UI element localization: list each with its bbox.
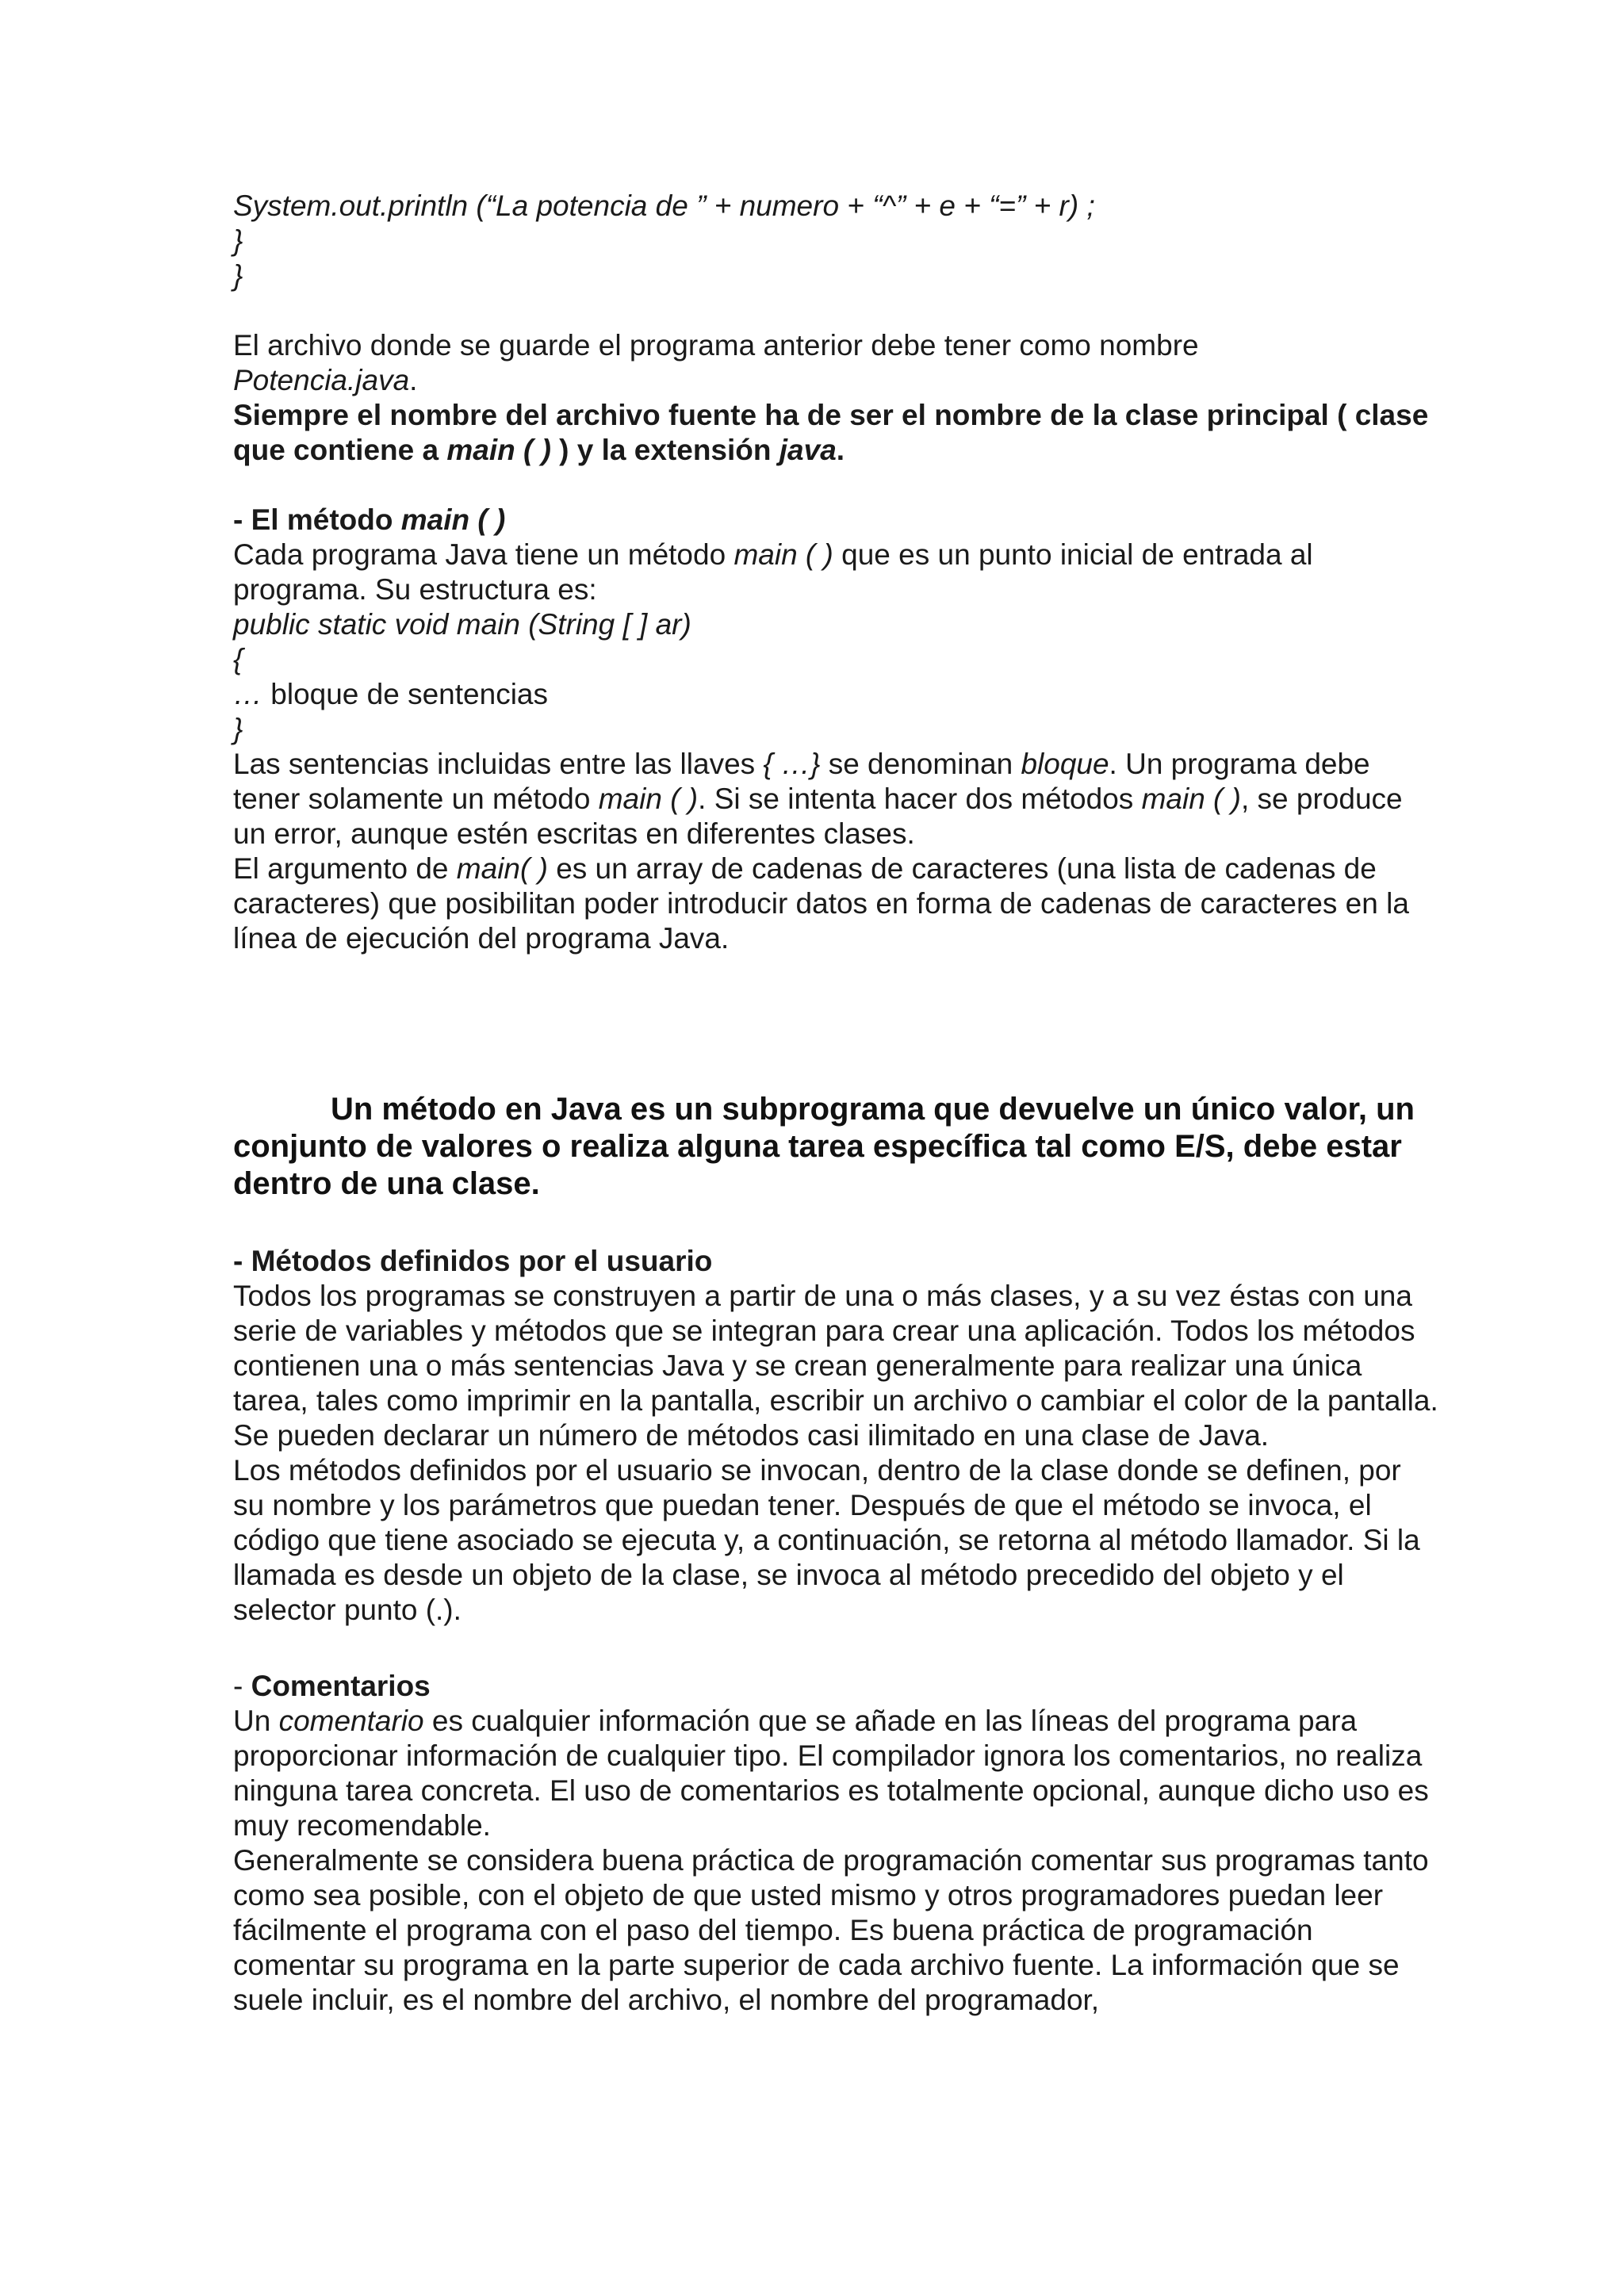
- section-heading-comments: [233, 1669, 1438, 1704]
- code-closing-brace: }: [233, 224, 243, 257]
- heading-comments: Comentarios: [251, 1670, 431, 1702]
- paragraph-main: main( ): [456, 852, 548, 885]
- filename-rule-text: Siempre el nombre del archivo fuente ha de ser el nombre de la clase principal ( clase que contiene a: [233, 399, 1429, 466]
- filename-note: [233, 328, 1438, 398]
- comments-paragraph: Generalmente se considera buena práctica de programación comentar sus programas tanto como sea posible, con el objeto de que usted mismo y otros programadores puedan leer fácilmente el programa con el paso del tiempo. Es buena práctica de programación comentar su programa en la parte superior de cada archivo fuente. La información que se suele incluir, es el nombre del archivo, el nombre del programador,: [233, 1844, 1429, 2016]
- block-ellipsis: …: [233, 678, 262, 710]
- page-content: [233, 189, 1438, 2018]
- paragraph-braces: { …}: [763, 748, 821, 780]
- main-block-line: [233, 677, 1438, 712]
- paragraph-text: . Si se intenta hacer dos métodos: [698, 783, 1142, 815]
- heading-dash: -: [233, 1670, 251, 1702]
- method-definition-callout: Un método en Java es un subprograma que devuelve un único valor, un conjunto de valores o realiza alguna tarea específica tal como E/S, debe estar dentro de una clase.: [233, 1092, 1415, 1201]
- main-close-brace: }: [233, 713, 243, 745]
- paragraph-text: es un array de cadenas de caracteres (una lista de cadenas de caracteres) que posibilitan poder introducir datos en forma de cadenas de caracteres en la línea de ejecución del programa Java.: [233, 852, 1409, 955]
- paragraph-text: es cualquier información que se añade en las líneas del programa para proporcionar información de cualquier tipo. El compilador ignora los comentarios, no realiza ninguna tarea concreta. El uso de comentarios es totalmente opcional, aunque dicho uso es muy recomendable.: [233, 1705, 1429, 1842]
- section-heading-user-methods: - Métodos definidos por el usuario: [233, 1245, 713, 1277]
- comments-paragraph: [233, 1704, 1438, 1843]
- filename-example: Potencia.java: [233, 364, 410, 396]
- main-open-brace: {: [233, 643, 243, 675]
- filename-rule-main: main ( ): [446, 434, 551, 466]
- filename-rule-text: ) y la extensión: [550, 434, 779, 466]
- paragraph-main: main ( ): [1141, 783, 1241, 815]
- user-methods-paragraph: Los métodos definidos por el usuario se invocan, dentro de la clase donde se definen, por su nombre y los parámetros que puedan tener. Después de que el método se invoca, el código que tiene asociado se ejecuta y, a continuación, se retorna al método llamador. Si la llamada es desde un objeto de la clase, se invoca al método precedido del objeto y el selector punto (.).: [233, 1454, 1420, 1626]
- filename-rule-end: .: [836, 434, 845, 466]
- paragraph-text: , se produce un error, aunque estén escritas en diferentes clases.: [233, 783, 1403, 850]
- main-intro-text: que es un punto inicial de entrada al programa. Su estructura es:: [233, 538, 1313, 606]
- paragraph-text: Un: [233, 1705, 279, 1737]
- filename-rule-ext: java: [779, 434, 837, 466]
- main-paragraph-argument: [233, 851, 1438, 956]
- filename-period: .: [409, 364, 418, 396]
- paragraph-term: comentario: [278, 1705, 424, 1737]
- code-closing-brace: }: [233, 259, 243, 292]
- main-paragraph-block: [233, 747, 1438, 851]
- user-methods-paragraph: Todos los programas se construyen a partir de una o más clases, y a su vez éstas con una serie de variables y métodos que se integran para crear una aplicación. Todos los métodos contienen una o más sentencias Java y se crean generalmente para realizar una única tarea, tales como imprimir en la pantalla, escribir un archivo o cambiar el color de la pantalla. Se pueden declarar un número de métodos casi ilimitado en una clase de Java.: [233, 1280, 1438, 1452]
- heading-main: main ( ): [400, 503, 506, 536]
- main-intro-main: main ( ): [733, 538, 833, 571]
- main-intro: [233, 538, 1438, 607]
- code-line-println: System.out.println (“La potencia de ” + numero + “^” + e + “=” + r) ;: [233, 189, 1095, 222]
- paragraph-main: main ( ): [598, 783, 699, 815]
- block-text: bloque de sentencias: [262, 678, 548, 710]
- paragraph-text: . Un programa debe tener solamente un método: [233, 748, 1370, 815]
- main-signature: public static void main (String [ ] ar): [233, 608, 691, 641]
- filename-rule: [233, 398, 1438, 468]
- main-intro-text: Cada programa Java tiene un método: [233, 538, 734, 571]
- section-heading-main: [233, 503, 1438, 538]
- heading-prefix: - El método: [233, 503, 401, 536]
- filename-note-text: El archivo donde se guarde el programa anterior debe tener como nombre: [233, 329, 1199, 362]
- paragraph-text: El argumento de: [233, 852, 457, 885]
- paragraph-text: se denominan: [820, 748, 1021, 780]
- paragraph-term: bloque: [1021, 748, 1109, 780]
- paragraph-text: Las sentencias incluidas entre las llaves: [233, 748, 764, 780]
